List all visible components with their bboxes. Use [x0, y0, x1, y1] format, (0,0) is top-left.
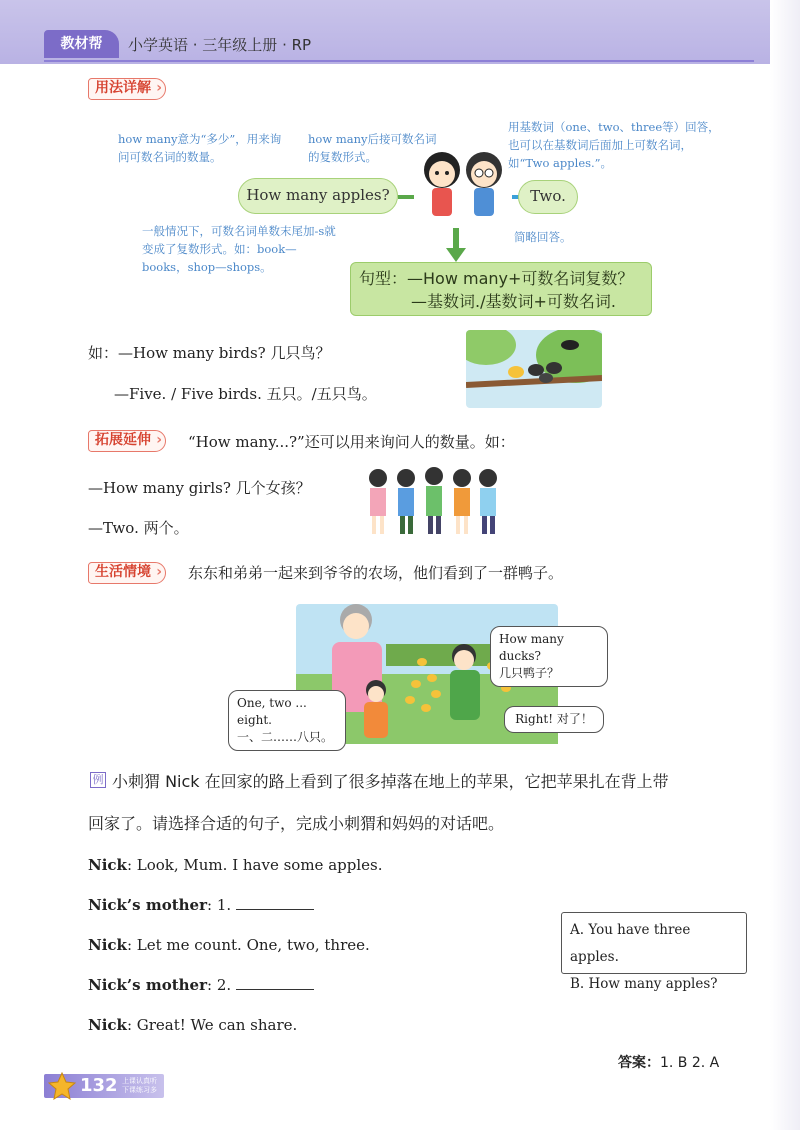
options-box — [561, 912, 747, 992]
usage-tag: 用法详解 › — [88, 78, 166, 100]
reply-pill: Two. — [518, 180, 578, 214]
anno-short-answer: 简略回答。 — [514, 230, 572, 244]
brand-tab: 教材帮 — [44, 30, 119, 58]
exercise-instruction-2: 回家了。请选择合适的句子，完成小刺猬和妈妈的对话吧。 — [88, 814, 505, 833]
answer-blank-1[interactable] — [236, 896, 314, 910]
life-tag: 生活情境 › — [88, 562, 166, 584]
dialog-speaker: Nick — [88, 856, 127, 874]
dialog-text: Look, Mum. I have some apples. — [136, 856, 383, 874]
dialog-line-4: Nick’s mother: 2. — [88, 976, 314, 994]
dialog-text: Let me count. One, two, three. — [136, 936, 370, 954]
option-a: A. You have three apples. — [570, 922, 691, 965]
header-band — [0, 0, 800, 64]
star-mascot-icon — [48, 1072, 76, 1100]
question-pill: How many apples? — [238, 178, 398, 214]
anno-plural-rule: 一般情况下，可数名词单数末尾加-s就变成了复数形式。如：book—books，shop—shops。 — [142, 224, 336, 274]
extension-line-2: —Two. 两个。 — [88, 519, 189, 537]
answer-value: 1. B 2. A — [660, 1055, 720, 1071]
speech-bubble-count — [228, 690, 346, 751]
bubble-count-cn: 一、二……八只。 — [237, 730, 334, 744]
page-number: 132 — [80, 1075, 118, 1096]
dialog-speaker: Nick’s mother — [88, 896, 207, 914]
exercise-instruction-1: 小刺猬 Nick 在回家的路上看到了很多掉落在地上的苹果，它把苹果扎在背上带 — [112, 772, 669, 791]
footer-note: 上课认真听 下课练习多 — [122, 1077, 157, 1094]
dialog-line-3: Nick: Let me count. One, two, three. — [88, 936, 370, 954]
children-group-illustration — [364, 462, 500, 544]
dialog-speaker: Nick — [88, 1016, 127, 1034]
page-edge-shadow — [770, 0, 800, 1130]
extension-tag: 拓展延伸 › — [88, 430, 166, 452]
answer-blank-2[interactable] — [236, 976, 314, 990]
dialog-line-1: Nick: Look, Mum. I have some apples. — [88, 856, 383, 874]
anno-answer-rule: 用基数词（one、two、three等）回答，也可以在基数词后面加上可数名词，如“Two apples.”。 — [508, 120, 720, 170]
answer-key — [618, 1052, 719, 1072]
book-title: 小学英语 · 三年级上册 · RP — [128, 36, 312, 54]
birds-illustration — [466, 330, 602, 408]
bubble-count-en: One, two ... eight. — [237, 696, 307, 727]
anno-plural-noun: how many后接可数名词的复数形式。 — [308, 132, 437, 164]
extension-intro: “How many...?”还可以用来询问人的数量。如： — [188, 433, 515, 451]
pattern-line-1: 句型：—How many+可数名词复数？ — [359, 269, 634, 288]
option-b: B. How many apples? — [570, 976, 718, 992]
example-icon: 例 — [90, 772, 106, 788]
kids-illustration — [412, 140, 512, 230]
down-arrow-icon — [446, 228, 466, 262]
sentence-pattern-box — [350, 262, 652, 316]
extension-line-1: —How many girls? 几个女孩？ — [88, 479, 311, 497]
example-line-2: —Five. / Five birds. 五只。/五只鸟。 — [114, 385, 377, 403]
pattern-line-2: —基数词./基数词+可数名词. — [411, 292, 616, 311]
bubble-question-en: How many ducks? — [499, 632, 564, 663]
dialog-speaker: Nick’s mother — [88, 976, 207, 994]
dialog-speaker: Nick — [88, 936, 127, 954]
life-intro: 东东和弟弟一起来到爷爷的农场，他们看到了一群鸭子。 — [188, 564, 564, 582]
dialog-text: 2. — [216, 976, 232, 994]
answer-label: 答案： — [618, 1055, 660, 1071]
anno-how-many-meaning: how many意为“多少”，用来询问可数名词的数量。 — [118, 132, 282, 164]
bubble-question-cn: 几只鸭子？ — [499, 666, 560, 680]
dialog-line-2: Nick’s mother: 1. — [88, 896, 314, 914]
example-line-1: 如：—How many birds? 几只鸟？ — [88, 344, 331, 362]
dialog-text: Great! We can share. — [136, 1016, 298, 1034]
header-divider — [44, 60, 754, 62]
dialog-line-5: Nick: Great! We can share. — [88, 1016, 298, 1034]
speech-bubble-right: Right! 对了！ — [504, 706, 604, 733]
speech-bubble-question — [490, 626, 608, 687]
dialog-text: 1. — [216, 896, 232, 914]
